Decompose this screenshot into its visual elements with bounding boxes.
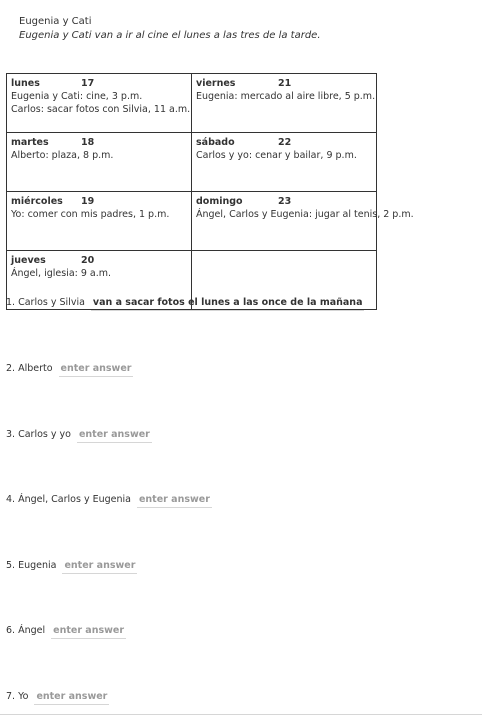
question-3 <box>6 428 152 443</box>
question-2 <box>6 362 133 377</box>
answer-field[interactable]: van a sacar fotos el lunes a las once de la mañana <box>91 296 365 311</box>
calendar-cell-1-2 <box>192 192 414 251</box>
question-1 <box>6 296 364 311</box>
question-label: 7. Yo <box>6 691 29 702</box>
question-label: 1. Carlos y Silvia <box>6 297 85 308</box>
day-date: 17 <box>81 78 95 89</box>
calendar-cell-0-2 <box>7 192 192 251</box>
question-label: 3. Carlos y yo <box>6 429 71 440</box>
question-label: 2. Alberto <box>6 363 53 374</box>
day-header <box>11 136 187 149</box>
example-sentence: Eugenia y Cati van a ir al cine el lunes a las tres de la tarde. <box>19 30 321 41</box>
calendar-row <box>7 74 377 133</box>
day-header <box>196 195 372 208</box>
event-line: Carlos: sacar fotos con Silvia, 11 a.m. <box>11 104 191 115</box>
question-6 <box>6 624 126 639</box>
day-date: 23 <box>278 196 292 207</box>
day-date: 19 <box>81 196 95 207</box>
day-header <box>196 136 372 149</box>
day-name: lunes <box>11 78 40 89</box>
calendar-cell-0-1 <box>7 133 192 192</box>
question-4 <box>6 493 212 508</box>
event-line: Ángel, iglesia: 9 a.m. <box>11 268 112 279</box>
answer-field[interactable]: enter answer <box>51 624 126 639</box>
event-line: Alberto: plaza, 8 p.m. <box>11 150 114 161</box>
calendar-cell-0-0 <box>7 74 192 133</box>
divider <box>0 714 482 715</box>
event-line: Eugenia: mercado al aire libre, 5 p.m. <box>196 91 376 102</box>
day-header <box>11 195 187 208</box>
event-line: Yo: comer con mis padres, 1 p.m. <box>11 209 170 220</box>
day-name: miércoles <box>11 196 63 207</box>
day-name: jueves <box>11 255 46 266</box>
answer-field[interactable]: enter answer <box>62 559 137 574</box>
day-header <box>11 254 187 267</box>
calendar-cell-1-0 <box>192 74 377 133</box>
question-7 <box>6 690 109 705</box>
question-label: 6. Ángel <box>6 625 46 636</box>
day-date: 18 <box>81 137 95 148</box>
example <box>19 15 321 43</box>
day-name: sábado <box>196 137 235 148</box>
calendar-row <box>7 133 377 192</box>
answer-field[interactable]: enter answer <box>137 493 212 508</box>
event-line: Ángel, Carlos y Eugenia: jugar al tenis, 2 p.m. <box>196 209 414 220</box>
answer-field[interactable]: enter answer <box>59 362 134 377</box>
day-header <box>196 77 372 90</box>
weekly-calendar <box>6 73 414 310</box>
day-date: 20 <box>81 255 95 266</box>
event-line: Carlos y yo: cenar y bailar, 9 p.m. <box>196 150 357 161</box>
day-name: viernes <box>196 78 236 89</box>
answer-field[interactable]: enter answer <box>77 428 152 443</box>
question-label: 5. Eugenia <box>6 560 57 571</box>
calendar-cell-1-1 <box>192 133 377 192</box>
event-line: Eugenia y Cati: cine, 3 p.m. <box>11 91 143 102</box>
example-title: Eugenia y Cati <box>19 16 92 27</box>
day-name: martes <box>11 137 49 148</box>
day-name: domingo <box>196 196 243 207</box>
question-5 <box>6 559 137 574</box>
calendar-row <box>7 192 377 251</box>
answer-field[interactable]: enter answer <box>34 690 109 705</box>
day-date: 22 <box>278 137 292 148</box>
question-label: 4. Ángel, Carlos y Eugenia <box>6 494 131 505</box>
day-header <box>11 77 187 90</box>
day-date: 21 <box>278 78 292 89</box>
